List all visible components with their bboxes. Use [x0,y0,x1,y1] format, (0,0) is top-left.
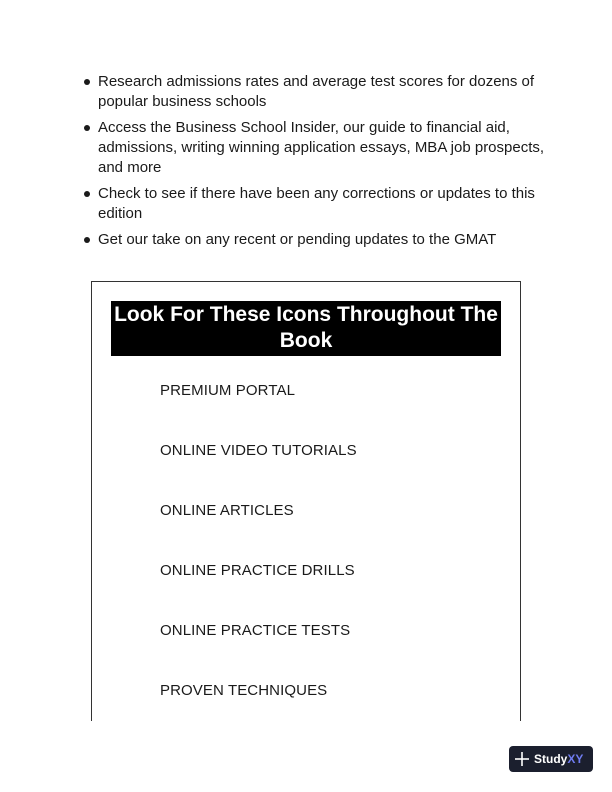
bullet-item [82,184,552,224]
icon-legend-video-tutorials: ONLINE VIDEO TUTORIALS [160,442,357,459]
bullet-dot [84,79,90,85]
icon-legend-list [160,381,357,741]
bullet-item [82,230,552,250]
bullet-dot [84,125,90,131]
icon-legend-articles: ONLINE ARTICLES [160,502,294,519]
bullet-text: Get our take on any recent or pending updates to the GMAT [98,231,497,248]
bullet-text: Research admissions rates and average test scores for dozens of popular business schools [98,73,535,110]
brand-name-accent: XY [567,752,584,766]
bullet-dot [84,191,90,197]
brand-name: Study [534,752,568,766]
bullet-dot [84,237,90,243]
studyxy-watermark-badge[interactable] [509,746,593,772]
icons-box-title: Look For These Icons Throughout The Book [111,301,501,356]
bullet-text: Access the Business School Insider, our guide to financial aid, admissions, writing winning application essays, MBA job prospects, and more [98,119,545,176]
icon-legend-practice-drills: ONLINE PRACTICE DRILLS [160,562,355,579]
bullet-item [82,118,552,178]
plus-icon [515,752,529,766]
icon-legend-proven-techniques: PROVEN TECHNIQUES [160,682,328,699]
bullet-list [82,72,552,256]
bullet-item [82,72,552,112]
bullet-text: Check to see if there have been any corrections or updates to this edition [98,185,535,222]
icons-legend-box [91,281,521,721]
icon-legend-premium-portal: PREMIUM PORTAL [160,382,296,399]
icon-legend-practice-tests: ONLINE PRACTICE TESTS [160,622,351,639]
